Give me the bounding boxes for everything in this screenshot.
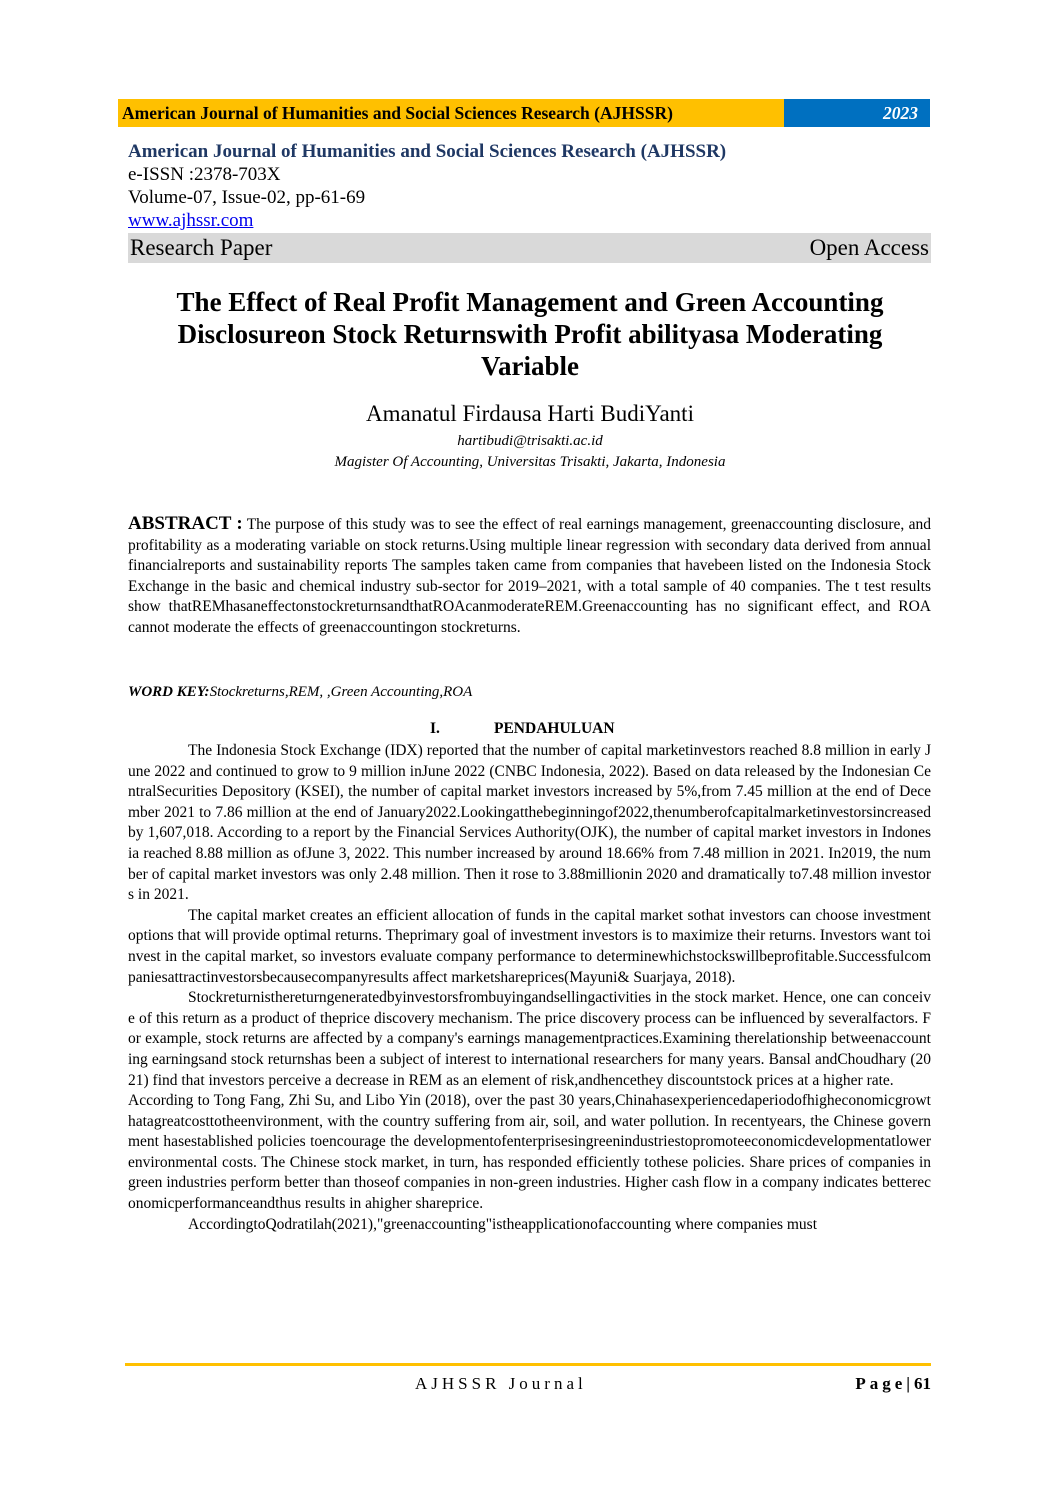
paragraph: AccordingtoQodratilah(2021),"greenaccounting"istheapplicationofaccounting where companies must <box>188 1215 818 1233</box>
running-head-journal: American Journal of Humanities and Social Sciences Research (AJHSSR) <box>118 99 784 127</box>
author-affiliation: Magister Of Accounting, Universitas Trisakti, Jakarta, Indonesia <box>334 454 726 470</box>
access-type: Open Access <box>809 235 929 260</box>
author-meta <box>130 431 930 473</box>
paper-type: Research Paper <box>130 235 273 260</box>
abstract <box>128 514 931 639</box>
running-head <box>118 99 930 127</box>
footer-rule <box>125 1363 931 1366</box>
keywords-label: WORD KEY: <box>128 684 210 700</box>
section-title: PENDAHULUAN <box>494 720 615 737</box>
footer-page: Page| 61 <box>855 1374 931 1393</box>
journal-name: American Journal of Humanities and Social Sciences Research (AJHSSR) <box>128 141 727 162</box>
author-name: Amanatul Firdausa Harti BudiYanti <box>366 401 694 426</box>
paper-type-bar <box>128 233 931 263</box>
author-email: hartibudi@trisakti.ac.id <box>457 433 603 449</box>
journal-issn: e-ISSN :2378-703X <box>128 164 281 185</box>
abstract-heading: ABSTRACT : <box>128 513 243 534</box>
keywords-text: Stockreturns,REM, ,Green Accounting,ROA <box>209 684 473 700</box>
footer-page-number: 61 <box>914 1374 931 1393</box>
keywords <box>128 682 931 702</box>
journal-website-link[interactable]: www.ajhssr.com <box>128 210 254 231</box>
paragraph: According to Tong Fang, Zhi Su, and Libo Yin (2018), over the past 30 years,Chinahasexperiencedaperiodofhigheconomicgrowthatagreatcosttotheenvironment, with the country suffering from air, soil, and water pollution. In recentyears, the Chinese government hasestablished policies toencourage the developmentofenterprisesingreenindustriestopromoteeconomicdevelopmentatlowerenvironmental costs. The Chinese stock market, in turn, has responded efficiently tothese policies. Share prices of companies in green industries perform better than thoseof companies in non-green industries. Higher cash flow in a company indicates bettereconomicperformanceandthus results in ahigher shareprice. <box>128 1092 931 1213</box>
paragraph: The capital market creates an efficient allocation of funds in the capital market sothat investors can choose investment options that will provide optimal returns. Theprimary goal of investment investors is to maximize their returns. Investors want toinvest in the capital market, so investors evaluate company performance to determinewhichstockswillbeprofitable.Successfulcompaniesattractinvestorsbecausecompanyresults affect marketshareprices(Mayuni& Suarjaya, 2018). <box>128 906 931 986</box>
paper-title: The Effect of Real Profit Management and Green Accounting Disclosureon Stock Returnswith Profit abilityasa Moderating Variable <box>176 287 884 381</box>
journal-info <box>128 140 931 263</box>
section-number: I. <box>430 720 440 737</box>
running-head-year: 2023 <box>784 99 930 127</box>
paragraph: Stockreturnisthereturngeneratedbyinvestorsfrombuyingandsellingactivities in the stock market. Hence, one can conceive of this return as a product of theprice discovery mechanism. The price discovery process can be influenced by severalfactors. For example, stock returns are affected by a company's earnings managementpractices.Examining therelationship betweenaccounting earningsand stock returnshas been a subject of interest to international researchers for many years. Bansal andChoudhary (2021) find that investors perceive a decrease in REM as an element of risk,andhencethey discountstock prices at a higher rate. <box>128 989 931 1089</box>
footer-journal: AJHSSR Journal <box>415 1374 587 1393</box>
paragraph: The Indonesia Stock Exchange (IDX) reported that the number of capital marketinvestors reached 8.8 million in early June 2022 and continued to grow to 9 million inJune 2022 (CNBC Indonesia, 2022). Based on data released by the Indonesian CentralSecurities Depository (KSEI), the number of capital market investors increased by 5%,from 7.45 million at the end of December 2021 to 7.86 million at the end of January2022.Lookingatthebeginningof2022,thenumberofcapitalmarketinvestorsincreased by 1,607,018. According to a report by the Financial Services Authority(OJK), the number of capital market investors in Indonesia reached 8.88 million as ofJune 3, 2022. This number increased by around 18.66% from 7.48 million in 2021. In2019, the number of capital market investors was only 2.48 million. Then it rose to 3.88millionin 2020 and dramatically to7.48 million investors in 2021. <box>128 742 931 904</box>
footer-page-label: Page <box>855 1374 907 1393</box>
abstract-text: The purpose of this study was to see the effect of real earnings management, greenaccounting disclosure, and profitability as a moderating variable on stock returns.Using multiple linear regression with secondary data derived from annual financialreports and sustainability reports The samples taken came from companies that havebeen listed on the Indonesia Stock Exchange in the basic and chemical industry sub-sector for 2019–2021, with a total sample of 40 companies. The t test results show thatREMhasaneffectonstockreturnsandthatROAcanmoderateREM.Greenaccounting has no significant effect, and ROA cannot moderate the effects of greenaccountingon stockreturns. <box>128 516 931 636</box>
body-text <box>128 741 931 1235</box>
journal-volume: Volume-07, Issue-02, pp-61-69 <box>128 187 366 208</box>
